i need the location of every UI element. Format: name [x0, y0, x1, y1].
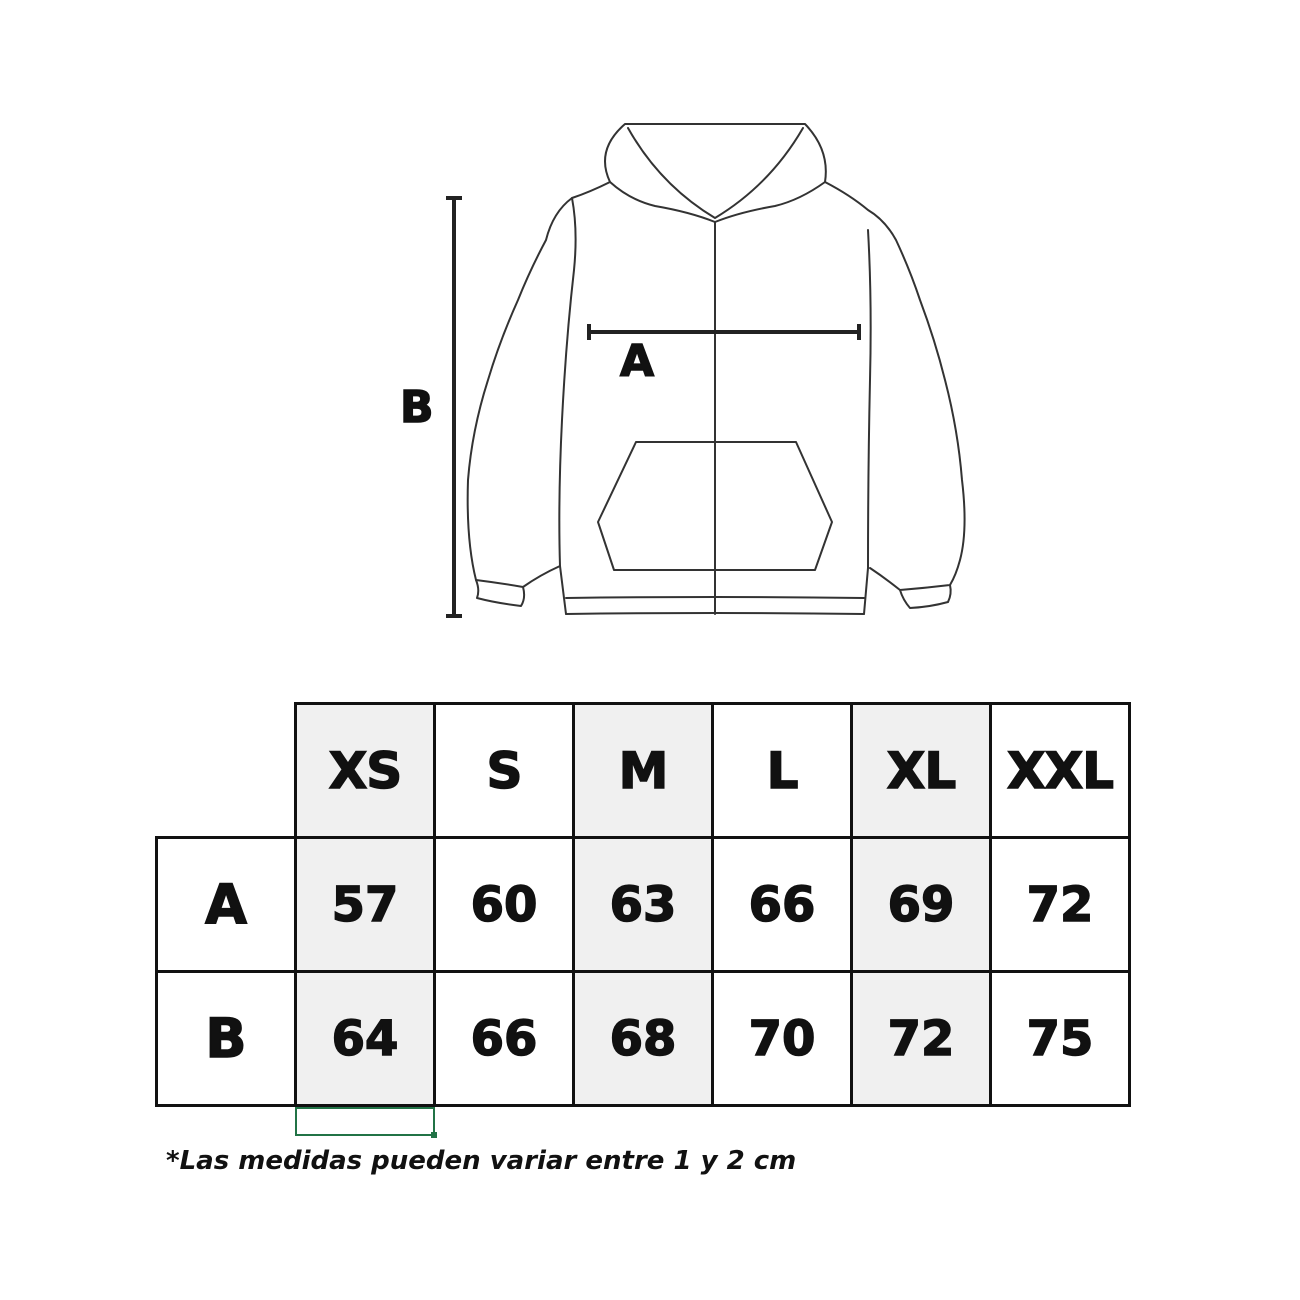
size-header-row	[157, 704, 1130, 838]
cell-b-l: 70	[713, 972, 852, 1106]
measurement-b-label: B	[400, 382, 434, 433]
size-header-s: S	[435, 704, 574, 838]
table-row-a	[157, 838, 1130, 972]
footnote: *Las medidas pueden variar entre 1 y 2 cm	[166, 1146, 797, 1176]
size-header-xs: XS	[296, 704, 435, 838]
cell-b-xl: 72	[852, 972, 991, 1106]
cell-b-m: 68	[574, 972, 713, 1106]
cell-a-xl: 69	[852, 838, 991, 972]
size-chart-table	[155, 702, 1131, 1107]
cell-a-m: 63	[574, 838, 713, 972]
fill-handle[interactable]	[431, 1132, 437, 1138]
cell-a-xs: 57	[296, 838, 435, 972]
cell-a-l: 66	[713, 838, 852, 972]
row-label-b: B	[157, 972, 296, 1106]
size-header-xl: XL	[852, 704, 991, 838]
cell-a-s: 60	[435, 838, 574, 972]
corner-cell	[157, 704, 296, 838]
cell-selection-box[interactable]	[295, 1107, 435, 1136]
cell-b-xxl: 75	[991, 972, 1130, 1106]
measurement-a-label: A	[620, 336, 655, 387]
size-header-m: M	[574, 704, 713, 838]
cell-a-xxl: 72	[991, 838, 1130, 972]
cell-b-xs: 64	[296, 972, 435, 1106]
size-header-xxl: XXL	[991, 704, 1130, 838]
row-label-a: A	[157, 838, 296, 972]
cell-b-s: 66	[435, 972, 574, 1106]
table-row-b	[157, 972, 1130, 1106]
size-header-l: L	[713, 704, 852, 838]
